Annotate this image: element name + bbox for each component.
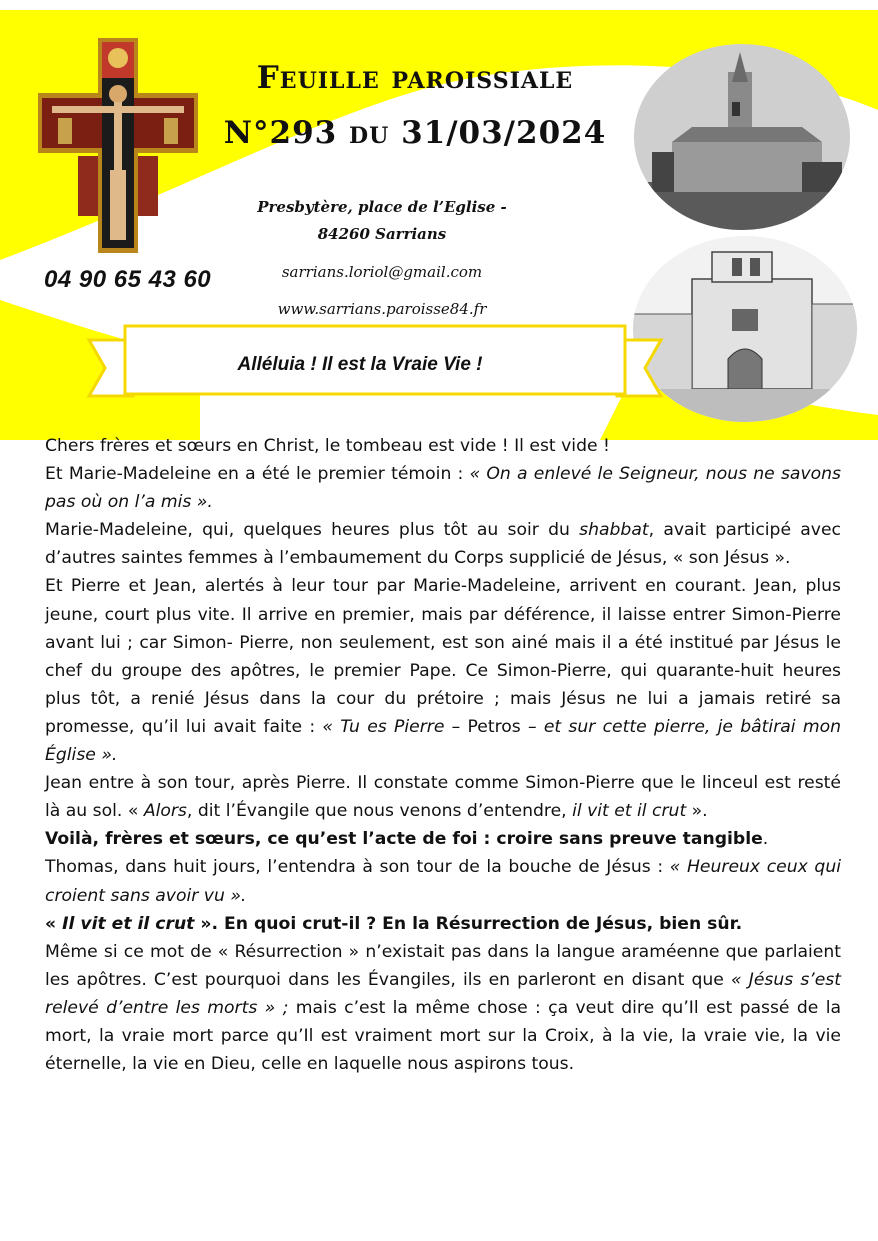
- newsletter-title: Feuille paroissiale: [256, 60, 574, 96]
- article-body: [45, 432, 841, 1078]
- issue-number-date: N°293 du 31/03/2024: [223, 115, 607, 151]
- postal-code-town: 84260 Sarrians: [317, 225, 447, 243]
- paragraph: Thomas, dans huit jours, l’entendra à son tour de la bouche de Jésus : « Heureux ceux qui croient sans avoir vu ».: [45, 857, 841, 906]
- paragraph: Marie-Madeleine, qui, quelques heures plus tôt au soir du shabbat, avait participé avec d’autres saintes femmes à l’embaumement du Corps supplicié de Jésus, « son Jésus ».: [45, 520, 841, 569]
- church-drawing: [632, 234, 858, 424]
- email-link[interactable]: sarrians.loriol@gmail.com: [281, 263, 483, 281]
- paragraph: Même si ce mot de « Résurrection » n’existait pas dans la langue araméenne que parlaient les apôtres. C’est pourquoi dans les Évangiles, ils en parleront en disant que « Jésus s’est relevé d’entre les morts » ; mais c’est la même chose : ça veut dire qu’Il est passé de la mort, la vraie mort parce qu’Il est vraiment mort sur la Croix, à la vie, la vraie vie, la vie éternelle, la vie en Dieu, celle en laquelle nous aspirons tous.: [45, 941, 842, 1075]
- paragraph: Chers frères et sœurs en Christ, le tombeau est vide ! Il est vide !: [45, 436, 610, 456]
- paragraph: Jean entre à son tour, après Pierre. Il constate comme Simon-Pierre que le linceul est resté là au sol. « Alors, dit l’Évangile que nous venons d’entendre, il vit et il crut ».: [45, 773, 841, 822]
- paragraph: « Il vit et il crut ». En quoi crut-il ? En la Résurrection de Jésus, bien sûr.: [45, 913, 743, 934]
- website-link[interactable]: www.sarrians.paroisse84.fr: [277, 300, 487, 318]
- church-photo: [632, 42, 852, 232]
- paragraph: Voilà, frères et sœurs, ce qu’est l’acte de foi : croire sans preuve tangible.: [45, 829, 769, 850]
- motto-text: Alléluia ! Il est la Vraie Vie !: [237, 354, 483, 375]
- paragraph: Et Pierre et Jean, alertés à leur tour par Marie-Madeleine, arrivent en courant. Jean, plus jeune, court plus vite. Il arrive en premier, mais par déférence, il laisse entrer Simon-Pierre avant lui ; car Simon- Pierre, non seulement, est son ainé mais il a été institué par Jésus le chef du groupe des apôtres, le premier Pape. Ce Simon-Pierre, qui quarante-huit heures plus tôt, a renié Jésus dans la cour du prétoire ; mais Jésus ne lui a jamais retiré sa promesse, qu’il lui avait faite : « Tu es Pierre – Petros – et sur cette pierre, je bâtirai mon Église ».: [45, 576, 841, 766]
- san-damiano-cross-image: [38, 38, 198, 253]
- presbytery-address: Presbytère, place de l’Eglise -: [257, 198, 507, 216]
- paragraph: Et Marie-Madeleine en a été le premier témoin : « On a enlevé le Seigneur, nous ne savons pas où on l’a mis ».: [45, 464, 841, 513]
- phone-number: 04 90 65 43 60: [44, 266, 212, 293]
